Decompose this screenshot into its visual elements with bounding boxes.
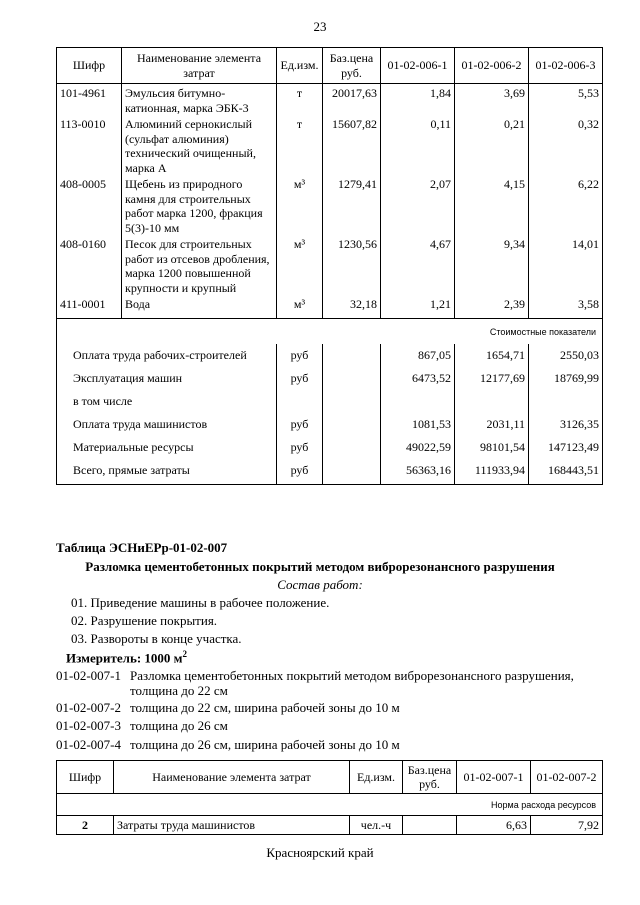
indicator-v2: 98101,54 xyxy=(455,436,529,459)
header-code: Шифр xyxy=(57,48,122,84)
header-col2: 01-02-007-2 xyxy=(531,761,603,794)
header-name: Наименование элемента затрат xyxy=(122,48,277,84)
footer-region: Красноярский край xyxy=(266,845,374,860)
header-unit: Ед.изм. xyxy=(350,761,403,794)
table-header-row xyxy=(57,48,603,84)
variant-text: толщина до 22 см, ширина рабочей зоны до 10 м xyxy=(130,700,400,715)
row-v1: 0,11 xyxy=(381,116,455,176)
row-v3: 14,01 xyxy=(529,236,603,296)
row-v1: 4,67 xyxy=(381,236,455,296)
row-v3: 0,32 xyxy=(529,116,603,176)
table-row xyxy=(57,296,603,318)
composition-label: Состав работ: xyxy=(277,577,363,592)
indicator-v1: 6473,52 xyxy=(381,367,455,390)
indicator-row xyxy=(57,436,603,459)
indicator-unit: руб xyxy=(277,459,323,485)
indicator-price xyxy=(323,344,381,367)
indicator-v1: 49022,59 xyxy=(381,436,455,459)
row-name: Эмульсия битумно-катионная, марка ЭБК-3 xyxy=(122,84,277,117)
indicator-label: в том числе xyxy=(57,390,277,413)
row-v1: 1,21 xyxy=(381,296,455,318)
measure xyxy=(66,649,187,666)
row-unit: м³ xyxy=(277,296,323,318)
indicator-v3: 3126,35 xyxy=(529,413,603,436)
table-header-row xyxy=(57,761,603,794)
variant-code: 01-02-007-4 xyxy=(56,737,121,752)
work-item: 02. Разрушение покрытия. xyxy=(71,613,218,628)
header-price: Баз.цена руб. xyxy=(403,761,457,794)
row-v2: 9,34 xyxy=(455,236,529,296)
row-v3: 5,53 xyxy=(529,84,603,117)
header-code: Шифр xyxy=(57,761,114,794)
row-v2: 3,69 xyxy=(455,84,529,117)
work-item: 03. Развороты в конце участка. xyxy=(71,631,242,646)
indicator-v1: 1081,53 xyxy=(381,413,455,436)
indicator-unit: руб xyxy=(277,436,323,459)
row-name: Вода xyxy=(122,296,277,318)
indicator-v3 xyxy=(529,390,603,413)
row-v3: 6,22 xyxy=(529,176,603,236)
cost-indicators-row xyxy=(57,318,603,344)
row-code: 408-0005 xyxy=(57,176,122,236)
header-price: Баз.цена руб. xyxy=(323,48,381,84)
indicator-label: Всего, прямые затраты xyxy=(57,459,277,485)
row-name: Алюминий сернокислый (сульфат алюминия) технический очищенный, марка А xyxy=(122,116,277,176)
row-name: Щебень из природного камня для строительных работ марка 1200, фракция 5(3)-10 мм xyxy=(122,176,277,236)
row-code: 113-0010 xyxy=(57,116,122,176)
indicator-label: Оплата труда машинистов xyxy=(57,413,277,436)
indicator-unit: руб xyxy=(277,413,323,436)
indicator-v2: 12177,69 xyxy=(455,367,529,390)
header-col1: 01-02-007-1 xyxy=(457,761,531,794)
indicator-row xyxy=(57,413,603,436)
norm-label: Норма расхода ресурсов xyxy=(57,794,603,816)
row-code: 408-0160 xyxy=(57,236,122,296)
row-name: Песок для строительных работ из отсевов дробления, марка 1200 повышенной крупности и крупный xyxy=(122,236,277,296)
row-v1: 2,07 xyxy=(381,176,455,236)
indicator-price xyxy=(323,413,381,436)
norm-row xyxy=(57,794,603,816)
cost-indicators-label: Стоимостные показатели xyxy=(57,318,603,344)
indicator-v2: 2031,11 xyxy=(455,413,529,436)
row-v3: 3,58 xyxy=(529,296,603,318)
table-row xyxy=(57,236,603,296)
header-col3: 01-02-006-3 xyxy=(529,48,603,84)
table-id: Таблица ЭСНиЕРр-01-02-007 xyxy=(56,540,228,555)
row-unit: м³ xyxy=(277,176,323,236)
variant-text: Разломка цементобетонных покрытий методом виброрезонансного разрушения, толщина до 22 см xyxy=(130,668,574,698)
table-row xyxy=(57,816,603,835)
table-row xyxy=(57,84,603,117)
variant-code: 01-02-007-2 xyxy=(56,700,121,715)
indicator-v3: 18769,99 xyxy=(529,367,603,390)
indicator-v3: 147123,49 xyxy=(529,436,603,459)
row-v2: 2,39 xyxy=(455,296,529,318)
indicator-v3: 168443,51 xyxy=(529,459,603,485)
row-code: 101-4961 xyxy=(57,84,122,117)
variant-code: 01-02-007-3 xyxy=(56,718,121,733)
row-price: 32,18 xyxy=(323,296,381,318)
row-price: 1279,41 xyxy=(323,176,381,236)
resources-table-006 xyxy=(56,47,603,485)
indicator-price xyxy=(323,367,381,390)
row-price: 1230,56 xyxy=(323,236,381,296)
header-unit: Ед.изм. xyxy=(277,48,323,84)
header-col1: 01-02-006-1 xyxy=(381,48,455,84)
row-code: 2 xyxy=(57,816,114,835)
indicator-unit: руб xyxy=(277,367,323,390)
indicator-label: Оплата труда рабочих-строителей xyxy=(57,344,277,367)
variant-text: толщина до 26 см xyxy=(130,718,228,733)
row-unit: м³ xyxy=(277,236,323,296)
row-name: Затраты труда машинистов xyxy=(114,816,350,835)
indicator-v3: 2550,03 xyxy=(529,344,603,367)
row-v2: 4,15 xyxy=(455,176,529,236)
indicator-v1: 56363,16 xyxy=(381,459,455,485)
table-row xyxy=(57,176,603,236)
variant-code: 01-02-007-1 xyxy=(56,668,121,683)
measure-sup: 2 xyxy=(182,649,188,659)
row-unit: т xyxy=(277,84,323,117)
indicator-row xyxy=(57,390,603,413)
row-code: 411-0001 xyxy=(57,296,122,318)
row-v2: 7,92 xyxy=(531,816,603,835)
row-price: 15607,82 xyxy=(323,116,381,176)
indicator-price xyxy=(323,436,381,459)
indicator-v2: 111933,94 xyxy=(455,459,529,485)
indicator-price xyxy=(323,459,381,485)
indicator-v1: 867,05 xyxy=(381,344,455,367)
row-unit: т xyxy=(277,116,323,176)
row-v1: 6,63 xyxy=(457,816,531,835)
indicator-v2: 1654,71 xyxy=(455,344,529,367)
indicator-unit xyxy=(277,390,323,413)
work-item: 01. Приведение машины в рабочее положение. xyxy=(71,595,330,610)
indicator-label: Материальные ресурсы xyxy=(57,436,277,459)
resources-table-007 xyxy=(56,760,603,835)
indicator-unit: руб xyxy=(277,344,323,367)
indicator-row xyxy=(57,367,603,390)
row-price xyxy=(403,816,457,835)
header-col2: 01-02-006-2 xyxy=(455,48,529,84)
indicator-v1 xyxy=(381,390,455,413)
row-unit: чел.-ч xyxy=(350,816,403,835)
indicator-v2 xyxy=(455,390,529,413)
header-name: Наименование элемента затрат xyxy=(114,761,350,794)
indicator-row xyxy=(57,344,603,367)
indicator-price xyxy=(323,390,381,413)
measure-label: Измеритель: 1000 м xyxy=(66,650,183,666)
row-price: 20017,63 xyxy=(323,84,381,117)
section-heading: Разломка цементобетонных покрытий методом виброрезонансного разрушения xyxy=(85,559,555,574)
table-row xyxy=(57,116,603,176)
row-v2: 0,21 xyxy=(455,116,529,176)
indicator-label: Эксплуатация машин xyxy=(57,367,277,390)
row-v1: 1,84 xyxy=(381,84,455,117)
indicator-row xyxy=(57,459,603,485)
page-number: 23 xyxy=(313,19,327,34)
variant-text: толщина до 26 см, ширина рабочей зоны до 10 м xyxy=(130,737,400,752)
